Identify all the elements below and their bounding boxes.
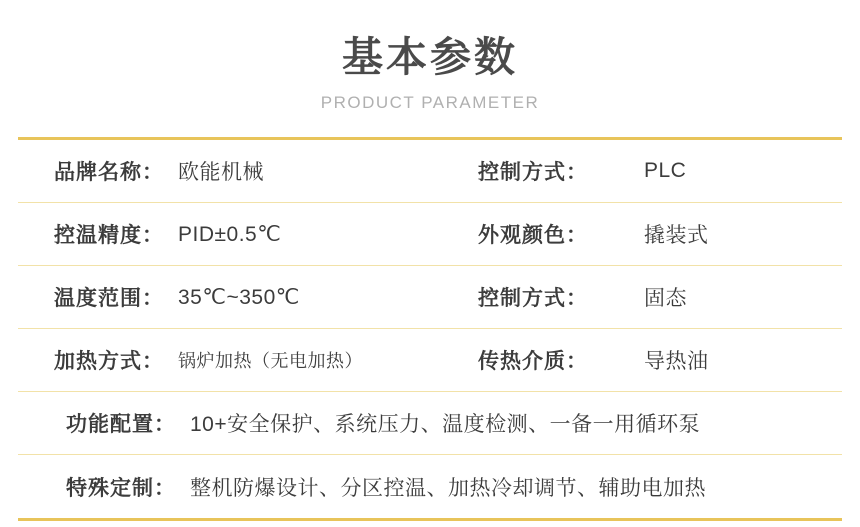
parameter-label: 控温精度： [54, 224, 164, 248]
page-header [0, 0, 860, 113]
parameter-label: 传热介质： [478, 350, 588, 374]
parameter-value: 固态 [644, 287, 687, 311]
parameter-value: PID±0.5℃ [178, 222, 282, 246]
parameter-value: 锅炉加热（无电加热） [178, 351, 363, 372]
parameter-label: 加热方式： [54, 350, 164, 374]
parameter-value: 10+安全保护、系统压力、温度检测、一备一用循环泵 [190, 413, 701, 437]
parameter-label: 控制方式： [478, 161, 588, 185]
parameter-value: PLC [644, 159, 687, 183]
parameter-table [18, 137, 842, 521]
parameter-value: 整机防爆设计、分区控温、加热冷却调节、辅助电加热 [190, 476, 706, 500]
parameter-cell-left [18, 329, 430, 391]
parameter-label: 特殊定制： [66, 476, 176, 500]
table-row [18, 140, 842, 203]
parameter-cell-left [18, 266, 430, 328]
parameter-label: 品牌名称： [54, 161, 164, 185]
parameter-cell-left [18, 203, 430, 265]
page-subtitle: PRODUCT PARAMETER [320, 93, 540, 113]
table-row [18, 329, 842, 392]
parameter-value: 35℃~350℃ [178, 285, 300, 309]
table-row [18, 266, 842, 329]
parameter-cell-full [18, 455, 842, 518]
parameter-value: 欧能机械 [178, 161, 264, 185]
parameter-cell-right [430, 140, 842, 202]
parameter-cell-right [430, 329, 842, 391]
parameter-label: 温度范围： [54, 287, 164, 311]
parameter-cell-right [430, 266, 842, 328]
parameter-label: 控制方式： [478, 287, 588, 311]
table-row [18, 455, 842, 518]
parameter-value: 撬装式 [644, 224, 709, 248]
parameter-cell-full [18, 392, 842, 454]
parameter-label: 功能配置： [66, 413, 176, 437]
parameter-cell-left [18, 140, 430, 202]
table-row [18, 203, 842, 266]
parameter-value: 导热油 [644, 350, 709, 374]
table-row [18, 392, 842, 455]
parameter-cell-right [430, 203, 842, 265]
page-title: 基本参数 [342, 34, 518, 80]
parameter-label: 外观颜色： [478, 224, 588, 248]
